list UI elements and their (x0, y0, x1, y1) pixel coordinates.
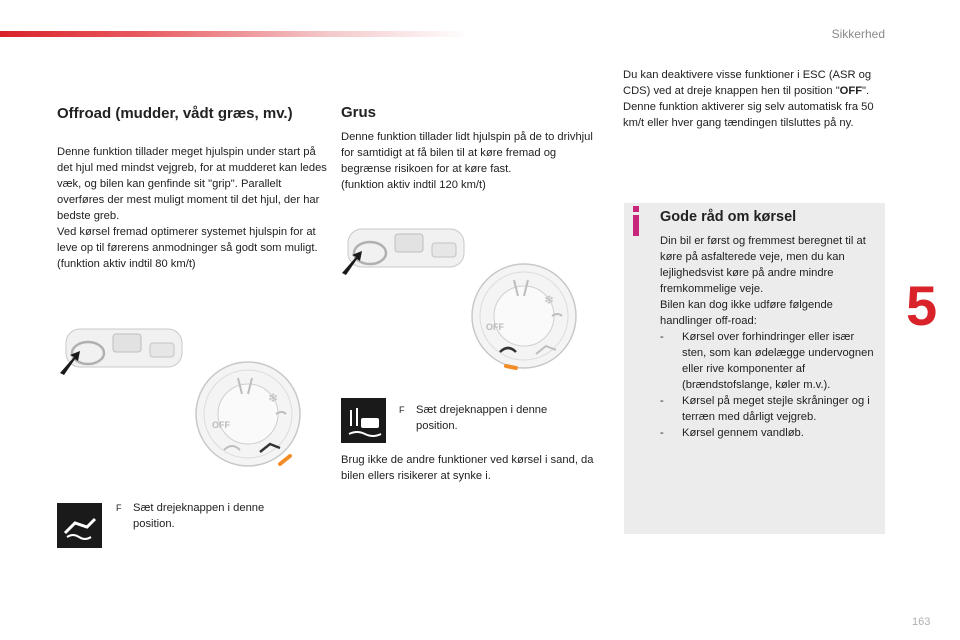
driving-advice-intro: Din bil er først og fremmest beregnet til at køre på asfalterede veje, men du kan lejlighedsvist køre på andre mindre fremkommelige veje. Bilen kan dog ikke udføre følgende handlinger off-road: (660, 235, 866, 327)
driving-advice-list (660, 329, 880, 441)
offroad-heading: Offroad (mudder, vådt græs, mv.) (57, 105, 293, 122)
svg-text:❄: ❄ (268, 391, 279, 405)
grus-description: Denne funktion tillader lidt hjulspin på de to drivhjul for samtidigt at få bilen til at køre fremad og begrænse risikoen for at køre fast. (funktion aktiv indtil 120 km/t) (341, 131, 593, 191)
list-dash: - (660, 427, 664, 439)
driving-advice-title: Gode råd om kørsel (660, 209, 797, 225)
list-item (660, 329, 880, 393)
list-item (660, 393, 880, 425)
dashboard-illustration-grus (340, 225, 468, 275)
offroad-description: Denne funktion tillader meget hjulspin under start på det hjul med mindst vejgreb, for at mudderet kan ledes væk, og bilen kan genfinde sit "grip". Parallelt overføres der mest muligt moment til det hjul, der har bedste greb. Ved kørsel fremad optimerer systemet hjulspin for at leve op til førerens anmodninger så godt som muligt. (funktion aktiv indtil 80 km/t) (57, 146, 327, 270)
offroad-mode-icon (57, 503, 102, 548)
list-dash: - (660, 331, 664, 343)
deactivate-off-label: OFF (839, 85, 863, 97)
list-item-text: Kørsel på meget stejle skråninger og i terræn med dårligt vejgreb. (682, 395, 870, 423)
grus-sand-warning: Brug ikke de andre funktioner ved kørsel i sand, da bilen ellers risikerer at synke i. (341, 454, 594, 482)
header-accent-bar (0, 31, 470, 37)
svg-text:❄: ❄ (544, 293, 555, 307)
grus-instruction-text: Sæt drejeknappen i denne position. (416, 404, 548, 432)
grus-mode-icon (341, 398, 386, 443)
list-item-text: Kørsel gennem vandløb. (682, 427, 804, 439)
section-label: Sikkerhed (831, 27, 885, 41)
deactivate-text-part1: Du kan deaktivere visse funktioner i ESC (ASR og CDS) ved at dreje knappen hen til position " (623, 69, 872, 97)
bullet-glyph: F (116, 503, 122, 513)
dashboard-illustration-offroad (58, 325, 186, 375)
deactivate-text (623, 67, 893, 131)
drive-mode-knob-offroad (194, 360, 302, 468)
info-icon (629, 206, 643, 236)
deactivate-text-part2: ". Denne funktion aktiverer sig selv automatisk fra 50 km/t eller hver gang tændingen tilsluttes på ny. (623, 85, 874, 129)
offroad-instruction (116, 500, 306, 532)
list-item-text: Kørsel over forhindringer eller især sten, som kan ødelægge undervognen eller rive komponenter af (brændstofslange, køler m.v.). (682, 331, 874, 391)
grus-heading: Grus (341, 104, 377, 121)
page-number: 163 (912, 616, 931, 628)
knob-off-label: OFF (486, 322, 504, 332)
chapter-number: 5 (906, 274, 938, 337)
knob-off-label: OFF (212, 420, 230, 430)
grus-instruction (399, 402, 589, 434)
bullet-glyph: F (399, 405, 405, 415)
drive-mode-knob-grus (470, 262, 578, 370)
list-dash: - (660, 395, 664, 407)
list-item (660, 425, 880, 441)
offroad-instruction-text: Sæt drejeknappen i denne position. (133, 502, 265, 530)
